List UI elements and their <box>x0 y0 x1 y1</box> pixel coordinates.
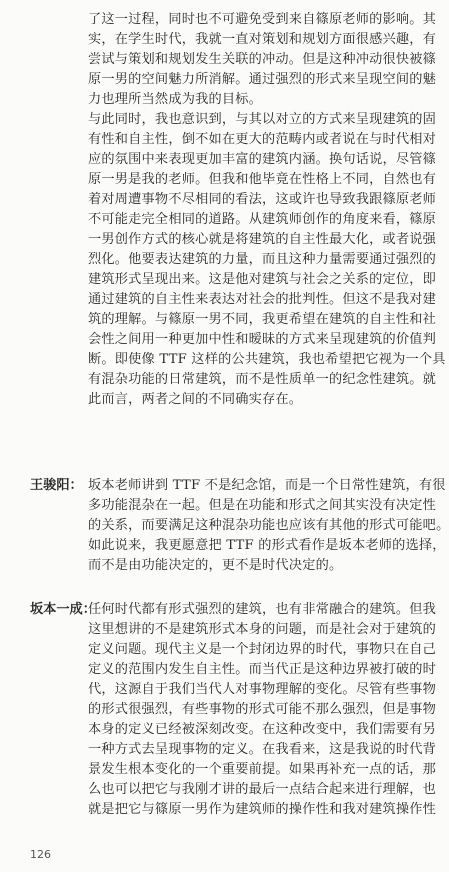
text-line: 定义的范围内发生自主性。而当代正是这种边界被打破的时 <box>88 662 437 677</box>
text-line: 建筑形式呈现出来。这是他对建筑与社会之关系的定位，即 <box>88 272 437 287</box>
text-line: 的形式很强烈，有些事物的形式可能不那么强烈，但是事物 <box>88 702 437 717</box>
page-number: 126 <box>30 848 51 861</box>
dialogue-block-wang-junyang <box>88 476 449 576</box>
text-line: 与此同时，我也意识到，与其以对立的方式来呈现建筑的固 <box>88 112 437 127</box>
text-line: 烈化。他要表达建筑的力量，而且这种力量需要通过强烈的 <box>88 252 437 267</box>
text-line: 应的氛围中来表现更加丰富的建筑内涵。换句话说，尽管篠 <box>88 152 437 167</box>
speaker-label-wang-junyang: 王骏阳： <box>30 478 83 493</box>
dialogue-block-sakamoto <box>88 600 437 820</box>
text-line: 着对周遭事物不尽相同的看法，这或许也导致我跟篠原老师 <box>88 192 437 207</box>
speaker-label-sakamoto: 坂本一成： <box>30 602 96 617</box>
text-line: 就是把它与篠原一男作为建筑师的操作性和我对建筑操作性 <box>88 802 437 817</box>
text-line: 而不是由功能决定的，更不是时代决定的。 <box>88 558 343 573</box>
text-line: 尝试与策划和规划发生关联的冲动。但是这种冲动很快被篠 <box>88 52 437 67</box>
text-line: 力也理所当然成为我的目标。 <box>88 92 263 107</box>
text-line: 有混杂功能的日常建筑，而不是性质单一的纪念性建筑。就 <box>88 372 437 387</box>
text-line: 了这一过程，同时也不可避免受到来自篠原老师的影响。其 <box>88 12 437 27</box>
text-line: 通过建筑的自主性来表达对社会的批判性。但这不是我对建 <box>88 292 437 307</box>
text-line: 任何时代都有形式强烈的建筑，也有非常融合的建筑。但我 <box>88 602 437 617</box>
text-line: 多功能混杂在一起。但是在功能和形式之间其实没有决定性 <box>88 498 437 513</box>
text-line: 这里想讲的不是建筑形式本身的问题，而是社会对于建筑的 <box>88 622 437 637</box>
text-line: 如此说来，我更愿意把 TTF 的形式看作是坂本老师的选择， <box>88 538 446 553</box>
text-line: 原一男是我的老师。但我和他毕竟在性格上不同，自然也有 <box>88 172 437 187</box>
text-line: 断。即使像 TTF 这样的公共建筑，我也希望把它视为一个具 <box>88 352 446 367</box>
text-line: 一种方式去呈现事物的定义。在我看来，这是我说的时代背 <box>88 742 437 757</box>
text-line: 一男创作方式的核心就是将建筑的自主性最大化，或者说强 <box>88 232 437 247</box>
text-line: 会性之间用一种更加中性和暧昧的方式来呈现建筑的价值判 <box>88 332 437 347</box>
text-line: 坂本老师讲到 TTF 不是纪念馆，而是一个日常性建筑，有很 <box>88 478 446 493</box>
text-line: 景发生根本变化的一个重要前提。如果再补充一点的话，那 <box>88 762 437 777</box>
text-line: 实，在学生时代，我就一直对策划和规划方面很感兴趣，有 <box>88 32 437 47</box>
text-line: 定义问题。现代主义是一个封闭边界的时代，事物只在自己 <box>88 642 437 657</box>
text-line: 的关系，而要满足这种混杂功能也应该有其他的形式可能吧。 <box>88 518 449 533</box>
text-line: 不可能走完全相同的道路。从建筑师创作的角度来看，篠原 <box>88 212 437 227</box>
text-line: 原一男的空间魅力所消解。通过强烈的形式来呈现空间的魅 <box>88 72 437 87</box>
text-line: 本身的定义已经被深刻改变。在这种改变中，我们需要有另 <box>88 722 437 737</box>
text-line: 筑的理解。与篠原一男不同，我更希望在建筑的自主性和社 <box>88 312 437 327</box>
text-line: 么也可以把它与我刚才讲的最后一点结合起来进行理解，也 <box>88 782 437 797</box>
text-line: 代，这源自于我们当代人对事物理解的变化。尽管有些事物 <box>88 682 437 697</box>
text-line: 有性和自主性，倒不如在更大的范畴内或者说在与时代相对 <box>88 132 437 147</box>
paragraph-block-continued <box>88 10 446 410</box>
text-line: 此而言，两者之间的不同确实存在。 <box>88 392 303 407</box>
